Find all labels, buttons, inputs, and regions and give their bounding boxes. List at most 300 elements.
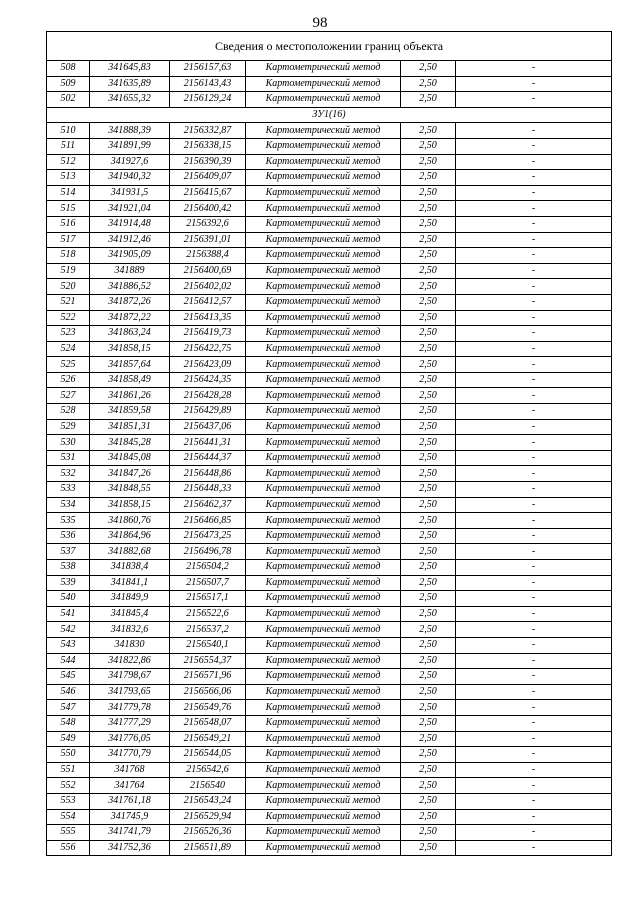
description-cell: - <box>456 840 612 856</box>
x-coordinate-cell: 341655,32 <box>90 92 170 108</box>
accuracy-cell: 2,50 <box>401 76 456 92</box>
boundary-table-body <box>47 32 612 856</box>
table-row <box>47 185 612 201</box>
description-cell: - <box>456 497 612 513</box>
description-cell: - <box>456 793 612 809</box>
method-cell: Картометрический метод <box>246 466 401 482</box>
x-coordinate-cell: 341858,49 <box>90 372 170 388</box>
y-coordinate-cell: 2156517,1 <box>170 591 246 607</box>
method-cell: Картометрический метод <box>246 216 401 232</box>
point-number-cell: 527 <box>47 388 90 404</box>
y-coordinate-cell: 2156549,21 <box>170 731 246 747</box>
description-cell: - <box>456 684 612 700</box>
method-cell: Картометрический метод <box>246 341 401 357</box>
accuracy-cell: 2,50 <box>401 637 456 653</box>
table-row <box>47 840 612 856</box>
table-row <box>47 544 612 560</box>
description-cell: - <box>456 778 612 794</box>
point-number-cell: 531 <box>47 450 90 466</box>
table-row <box>47 201 612 217</box>
accuracy-cell: 2,50 <box>401 715 456 731</box>
description-cell: - <box>456 450 612 466</box>
x-coordinate-cell: 341752,36 <box>90 840 170 856</box>
table-row <box>47 404 612 420</box>
y-coordinate-cell: 2156537,2 <box>170 622 246 638</box>
method-cell: Картометрический метод <box>246 747 401 763</box>
table-row <box>47 154 612 170</box>
point-number-cell: 511 <box>47 138 90 154</box>
x-coordinate-cell: 341845,28 <box>90 435 170 451</box>
x-coordinate-cell: 341845,08 <box>90 450 170 466</box>
method-cell: Картометрический метод <box>246 793 401 809</box>
table-row <box>47 279 612 295</box>
x-coordinate-cell: 341927,6 <box>90 154 170 170</box>
method-cell: Картометрический метод <box>246 263 401 279</box>
x-coordinate-cell: 341848,55 <box>90 482 170 498</box>
accuracy-cell: 2,50 <box>401 809 456 825</box>
accuracy-cell: 2,50 <box>401 825 456 841</box>
accuracy-cell: 2,50 <box>401 404 456 420</box>
y-coordinate-cell: 2156540,1 <box>170 637 246 653</box>
table-row <box>47 528 612 544</box>
table-row <box>47 684 612 700</box>
x-coordinate-cell: 341863,24 <box>90 326 170 342</box>
x-coordinate-cell: 341931,5 <box>90 185 170 201</box>
y-coordinate-cell: 2156429,89 <box>170 404 246 420</box>
description-cell: - <box>456 591 612 607</box>
table-row <box>47 778 612 794</box>
method-cell: Картометрический метод <box>246 294 401 310</box>
x-coordinate-cell: 341860,76 <box>90 513 170 529</box>
accuracy-cell: 2,50 <box>401 575 456 591</box>
y-coordinate-cell: 2156511,89 <box>170 840 246 856</box>
y-coordinate-cell: 2156529,94 <box>170 809 246 825</box>
section-row <box>47 107 612 123</box>
method-cell: Картометрический метод <box>246 591 401 607</box>
description-cell: - <box>456 294 612 310</box>
point-number-cell: 516 <box>47 216 90 232</box>
y-coordinate-cell: 2156402,02 <box>170 279 246 295</box>
point-number-cell: 543 <box>47 637 90 653</box>
accuracy-cell: 2,50 <box>401 310 456 326</box>
point-number-cell: 547 <box>47 700 90 716</box>
point-number-cell: 523 <box>47 326 90 342</box>
method-cell: Картометрический метод <box>246 76 401 92</box>
table-row <box>47 216 612 232</box>
point-number-cell: 549 <box>47 731 90 747</box>
boundary-table <box>46 31 612 856</box>
point-number-cell: 534 <box>47 497 90 513</box>
accuracy-cell: 2,50 <box>401 170 456 186</box>
description-cell: - <box>456 762 612 778</box>
method-cell: Картометрический метод <box>246 326 401 342</box>
y-coordinate-cell: 2156522,6 <box>170 606 246 622</box>
method-cell: Картометрический метод <box>246 637 401 653</box>
method-cell: Картометрический метод <box>246 544 401 560</box>
point-number-cell: 546 <box>47 684 90 700</box>
method-cell: Картометрический метод <box>246 185 401 201</box>
table-row <box>47 825 612 841</box>
x-coordinate-cell: 341761,18 <box>90 793 170 809</box>
description-cell: - <box>456 138 612 154</box>
y-coordinate-cell: 2156466,85 <box>170 513 246 529</box>
x-coordinate-cell: 341872,26 <box>90 294 170 310</box>
x-coordinate-cell: 341857,64 <box>90 357 170 373</box>
point-number-cell: 515 <box>47 201 90 217</box>
method-cell: Картометрический метод <box>246 123 401 139</box>
point-number-cell: 540 <box>47 591 90 607</box>
accuracy-cell: 2,50 <box>401 232 456 248</box>
y-coordinate-cell: 2156428,28 <box>170 388 246 404</box>
method-cell: Картометрический метод <box>246 435 401 451</box>
point-number-cell: 510 <box>47 123 90 139</box>
accuracy-cell: 2,50 <box>401 216 456 232</box>
x-coordinate-cell: 341872,22 <box>90 310 170 326</box>
description-cell: - <box>456 606 612 622</box>
description-cell: - <box>456 201 612 217</box>
accuracy-cell: 2,50 <box>401 747 456 763</box>
accuracy-cell: 2,50 <box>401 92 456 108</box>
x-coordinate-cell: 341841,1 <box>90 575 170 591</box>
description-cell: - <box>456 419 612 435</box>
table-row <box>47 653 612 669</box>
accuracy-cell: 2,50 <box>401 762 456 778</box>
point-number-cell: 551 <box>47 762 90 778</box>
point-number-cell: 550 <box>47 747 90 763</box>
point-number-cell: 524 <box>47 341 90 357</box>
table-row <box>47 560 612 576</box>
method-cell: Картометрический метод <box>246 700 401 716</box>
accuracy-cell: 2,50 <box>401 778 456 794</box>
table-row <box>47 263 612 279</box>
point-number-cell: 502 <box>47 92 90 108</box>
table-row <box>47 170 612 186</box>
table-row <box>47 731 612 747</box>
method-cell: Картометрический метод <box>246 404 401 420</box>
y-coordinate-cell: 2156507,7 <box>170 575 246 591</box>
point-number-cell: 508 <box>47 61 90 77</box>
table-row <box>47 606 612 622</box>
point-number-cell: 532 <box>47 466 90 482</box>
y-coordinate-cell: 2156423,09 <box>170 357 246 373</box>
x-coordinate-cell: 341882,68 <box>90 544 170 560</box>
accuracy-cell: 2,50 <box>401 279 456 295</box>
point-number-cell: 548 <box>47 715 90 731</box>
description-cell: - <box>456 700 612 716</box>
x-coordinate-cell: 341914,48 <box>90 216 170 232</box>
description-cell: - <box>456 404 612 420</box>
x-coordinate-cell: 341779,78 <box>90 700 170 716</box>
accuracy-cell: 2,50 <box>401 684 456 700</box>
y-coordinate-cell: 2156412,57 <box>170 294 246 310</box>
point-number-cell: 537 <box>47 544 90 560</box>
point-number-cell: 525 <box>47 357 90 373</box>
description-cell: - <box>456 61 612 77</box>
description-cell: - <box>456 575 612 591</box>
table-row <box>47 669 612 685</box>
point-number-cell: 530 <box>47 435 90 451</box>
x-coordinate-cell: 341822,86 <box>90 653 170 669</box>
x-coordinate-cell: 341777,29 <box>90 715 170 731</box>
accuracy-cell: 2,50 <box>401 653 456 669</box>
description-cell: - <box>456 154 612 170</box>
point-number-cell: 544 <box>47 653 90 669</box>
accuracy-cell: 2,50 <box>401 419 456 435</box>
point-number-cell: 553 <box>47 793 90 809</box>
point-number-cell: 545 <box>47 669 90 685</box>
point-number-cell: 519 <box>47 263 90 279</box>
x-coordinate-cell: 341635,89 <box>90 76 170 92</box>
accuracy-cell: 2,50 <box>401 185 456 201</box>
method-cell: Картометрический метод <box>246 825 401 841</box>
point-number-cell: 542 <box>47 622 90 638</box>
y-coordinate-cell: 2156448,33 <box>170 482 246 498</box>
description-cell: - <box>456 482 612 498</box>
accuracy-cell: 2,50 <box>401 248 456 264</box>
table-row <box>47 326 612 342</box>
y-coordinate-cell: 2156422,75 <box>170 341 246 357</box>
method-cell: Картометрический метод <box>246 653 401 669</box>
method-cell: Картометрический метод <box>246 450 401 466</box>
method-cell: Картометрический метод <box>246 232 401 248</box>
point-number-cell: 555 <box>47 825 90 841</box>
section-label: ЗУ1(16) <box>47 107 612 123</box>
point-number-cell: 539 <box>47 575 90 591</box>
method-cell: Картометрический метод <box>246 778 401 794</box>
table-row <box>47 232 612 248</box>
description-cell: - <box>456 326 612 342</box>
x-coordinate-cell: 341745,9 <box>90 809 170 825</box>
x-coordinate-cell: 341847,26 <box>90 466 170 482</box>
y-coordinate-cell: 2156391,01 <box>170 232 246 248</box>
point-number-cell: 554 <box>47 809 90 825</box>
y-coordinate-cell: 2156424,35 <box>170 372 246 388</box>
accuracy-cell: 2,50 <box>401 123 456 139</box>
x-coordinate-cell: 341838,4 <box>90 560 170 576</box>
table-row <box>47 357 612 373</box>
y-coordinate-cell: 2156437,06 <box>170 419 246 435</box>
accuracy-cell: 2,50 <box>401 482 456 498</box>
point-number-cell: 514 <box>47 185 90 201</box>
point-number-cell: 528 <box>47 404 90 420</box>
point-number-cell: 533 <box>47 482 90 498</box>
method-cell: Картометрический метод <box>246 715 401 731</box>
x-coordinate-cell: 341832,6 <box>90 622 170 638</box>
method-cell: Картометрический метод <box>246 357 401 373</box>
table-row <box>47 466 612 482</box>
x-coordinate-cell: 341859,58 <box>90 404 170 420</box>
table-row <box>47 76 612 92</box>
point-number-cell: 538 <box>47 560 90 576</box>
description-cell: - <box>456 76 612 92</box>
y-coordinate-cell: 2156392,6 <box>170 216 246 232</box>
description-cell: - <box>456 809 612 825</box>
description-cell: - <box>456 435 612 451</box>
table-row <box>47 248 612 264</box>
table-row <box>47 700 612 716</box>
description-cell: - <box>456 528 612 544</box>
x-coordinate-cell: 341940,32 <box>90 170 170 186</box>
y-coordinate-cell: 2156496,78 <box>170 544 246 560</box>
accuracy-cell: 2,50 <box>401 388 456 404</box>
y-coordinate-cell: 2156129,24 <box>170 92 246 108</box>
description-cell: - <box>456 357 612 373</box>
x-coordinate-cell: 341905,09 <box>90 248 170 264</box>
x-coordinate-cell: 341858,15 <box>90 497 170 513</box>
y-coordinate-cell: 2156444,37 <box>170 450 246 466</box>
method-cell: Картометрический метод <box>246 92 401 108</box>
description-cell: - <box>456 513 612 529</box>
table-row <box>47 138 612 154</box>
y-coordinate-cell: 2156413,35 <box>170 310 246 326</box>
y-coordinate-cell: 2156419,73 <box>170 326 246 342</box>
page-number: 98 <box>312 15 328 31</box>
method-cell: Картометрический метод <box>246 622 401 638</box>
accuracy-cell: 2,50 <box>401 341 456 357</box>
description-cell: - <box>456 232 612 248</box>
description-cell: - <box>456 372 612 388</box>
point-number-cell: 526 <box>47 372 90 388</box>
method-cell: Картометрический метод <box>246 170 401 186</box>
y-coordinate-cell: 2156473,25 <box>170 528 246 544</box>
description-cell: - <box>456 310 612 326</box>
x-coordinate-cell: 341888,39 <box>90 123 170 139</box>
accuracy-cell: 2,50 <box>401 731 456 747</box>
x-coordinate-cell: 341912,46 <box>90 232 170 248</box>
description-cell: - <box>456 263 612 279</box>
description-cell: - <box>456 715 612 731</box>
accuracy-cell: 2,50 <box>401 154 456 170</box>
point-number-cell: 509 <box>47 76 90 92</box>
point-number-cell: 517 <box>47 232 90 248</box>
y-coordinate-cell: 2156554,37 <box>170 653 246 669</box>
description-cell: - <box>456 92 612 108</box>
description-cell: - <box>456 388 612 404</box>
accuracy-cell: 2,50 <box>401 357 456 373</box>
table-row <box>47 450 612 466</box>
accuracy-cell: 2,50 <box>401 606 456 622</box>
method-cell: Картометрический метод <box>246 684 401 700</box>
x-coordinate-cell: 341741,79 <box>90 825 170 841</box>
description-cell: - <box>456 653 612 669</box>
x-coordinate-cell: 341864,96 <box>90 528 170 544</box>
table-row <box>47 419 612 435</box>
description-cell: - <box>456 747 612 763</box>
method-cell: Картометрический метод <box>246 419 401 435</box>
accuracy-cell: 2,50 <box>401 372 456 388</box>
method-cell: Картометрический метод <box>246 61 401 77</box>
table-row <box>47 310 612 326</box>
point-number-cell: 512 <box>47 154 90 170</box>
x-coordinate-cell: 341645,83 <box>90 61 170 77</box>
point-number-cell: 536 <box>47 528 90 544</box>
table-row <box>47 61 612 77</box>
accuracy-cell: 2,50 <box>401 793 456 809</box>
y-coordinate-cell: 2156400,69 <box>170 263 246 279</box>
y-coordinate-cell: 2156571,96 <box>170 669 246 685</box>
y-coordinate-cell: 2156400,42 <box>170 201 246 217</box>
method-cell: Картометрический метод <box>246 513 401 529</box>
table-row <box>47 388 612 404</box>
description-cell: - <box>456 560 612 576</box>
method-cell: Картометрический метод <box>246 482 401 498</box>
y-coordinate-cell: 2156548,07 <box>170 715 246 731</box>
description-cell: - <box>456 466 612 482</box>
x-coordinate-cell: 341851,31 <box>90 419 170 435</box>
y-coordinate-cell: 2156441,31 <box>170 435 246 451</box>
description-cell: - <box>456 341 612 357</box>
method-cell: Картометрический метод <box>246 279 401 295</box>
table-row <box>47 294 612 310</box>
point-number-cell: 513 <box>47 170 90 186</box>
description-cell: - <box>456 544 612 560</box>
x-coordinate-cell: 341889 <box>90 263 170 279</box>
x-coordinate-cell: 341798,67 <box>90 669 170 685</box>
x-coordinate-cell: 341764 <box>90 778 170 794</box>
table-row <box>47 747 612 763</box>
x-coordinate-cell: 341886,52 <box>90 279 170 295</box>
description-cell: - <box>456 669 612 685</box>
y-coordinate-cell: 2156338,15 <box>170 138 246 154</box>
point-number-cell: 520 <box>47 279 90 295</box>
x-coordinate-cell: 341830 <box>90 637 170 653</box>
point-number-cell: 535 <box>47 513 90 529</box>
point-number-cell: 522 <box>47 310 90 326</box>
y-coordinate-cell: 2156390,39 <box>170 154 246 170</box>
accuracy-cell: 2,50 <box>401 591 456 607</box>
table-title-row <box>47 32 612 61</box>
y-coordinate-cell: 2156409,07 <box>170 170 246 186</box>
point-number-cell: 521 <box>47 294 90 310</box>
y-coordinate-cell: 2156332,87 <box>170 123 246 139</box>
description-cell: - <box>456 279 612 295</box>
y-coordinate-cell: 2156566,06 <box>170 684 246 700</box>
accuracy-cell: 2,50 <box>401 201 456 217</box>
y-coordinate-cell: 2156549,76 <box>170 700 246 716</box>
accuracy-cell: 2,50 <box>401 466 456 482</box>
table-row <box>47 637 612 653</box>
y-coordinate-cell: 2156540 <box>170 778 246 794</box>
accuracy-cell: 2,50 <box>401 326 456 342</box>
point-number-cell: 552 <box>47 778 90 794</box>
method-cell: Картометрический метод <box>246 154 401 170</box>
accuracy-cell: 2,50 <box>401 544 456 560</box>
table-title: Сведения о местоположении границ объекта <box>47 32 612 61</box>
accuracy-cell: 2,50 <box>401 263 456 279</box>
description-cell: - <box>456 123 612 139</box>
accuracy-cell: 2,50 <box>401 294 456 310</box>
y-coordinate-cell: 2156462,37 <box>170 497 246 513</box>
description-cell: - <box>456 170 612 186</box>
point-number-cell: 556 <box>47 840 90 856</box>
method-cell: Картометрический метод <box>246 248 401 264</box>
y-coordinate-cell: 2156388,4 <box>170 248 246 264</box>
accuracy-cell: 2,50 <box>401 669 456 685</box>
y-coordinate-cell: 2156543,24 <box>170 793 246 809</box>
method-cell: Картометрический метод <box>246 731 401 747</box>
table-row <box>47 622 612 638</box>
y-coordinate-cell: 2156157,63 <box>170 61 246 77</box>
table-row <box>47 92 612 108</box>
y-coordinate-cell: 2156448,86 <box>170 466 246 482</box>
accuracy-cell: 2,50 <box>401 61 456 77</box>
x-coordinate-cell: 341861,26 <box>90 388 170 404</box>
table-row <box>47 513 612 529</box>
table-row <box>47 591 612 607</box>
method-cell: Картометрический метод <box>246 560 401 576</box>
table-row <box>47 497 612 513</box>
point-number-cell: 541 <box>47 606 90 622</box>
